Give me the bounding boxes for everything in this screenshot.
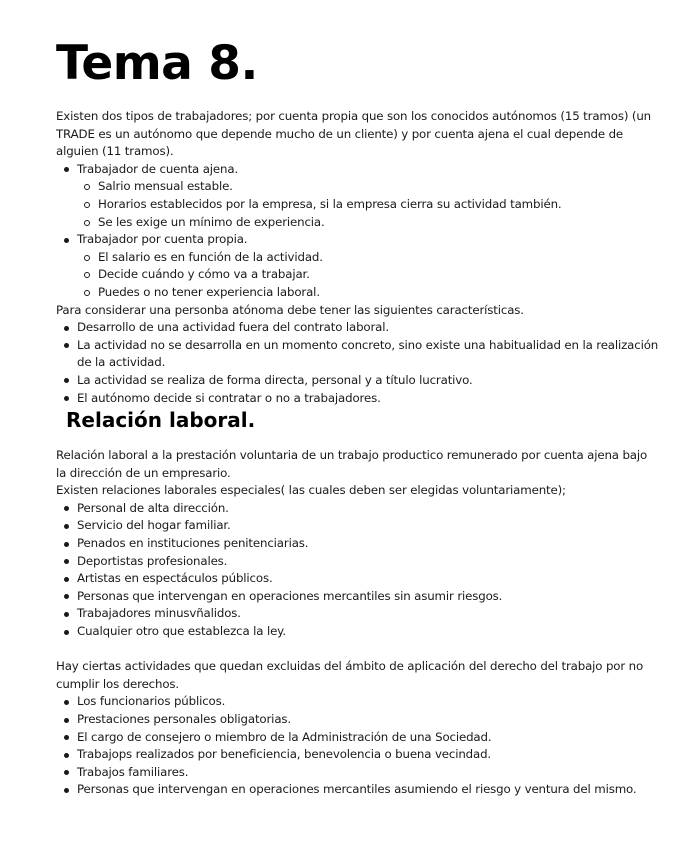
list-item — [56, 161, 660, 231]
list-item: La actividad no se desarrolla en un momento concreto, sino existe una habitualidad en la realización de la actividad. — [56, 337, 660, 372]
definition-paragraph: Relación laboral a la prestación voluntaria de un trabajo productico remunerado por cuenta ajena bajo la dirección de un empresario. — [56, 448, 648, 480]
list-item — [56, 231, 660, 301]
list-item-label: Trabajador de cuenta ajena. — [77, 161, 239, 176]
list-item: Personas que intervengan en operaciones mercantiles sin asumir riesgos. — [56, 588, 660, 606]
list-item: Personal de alta dirección. — [56, 500, 660, 518]
sublist-item: Horarios establecidos por la empresa, si la empresa cierra su actividad también. — [77, 196, 660, 214]
sublist — [77, 249, 660, 302]
page-title: Tema 8. — [56, 36, 258, 91]
list-item: El autónomo decide si contratar o no a trabajadores. — [56, 390, 660, 408]
list-item: Trabajadores minusvñalidos. — [56, 605, 660, 623]
special-relations-list — [56, 500, 660, 641]
list-item: Cualquier otro que establezca la ley. — [56, 623, 660, 641]
list-item: Deportistas profesionales. — [56, 553, 660, 571]
sublist-item: Decide cuándo y cómo va a trabajar. — [77, 266, 660, 284]
list-item: El cargo de consejero o miembro de la Administración de una Sociedad. — [56, 729, 660, 747]
sublist-item: Salrio mensual estable. — [77, 178, 660, 196]
excluded-activities-intro: Hay ciertas actividades que quedan excluidas del ámbito de aplicación del derecho del trabajo por no cumplir los derechos. — [56, 659, 644, 691]
sublist — [77, 178, 660, 231]
list-item: La actividad se realiza de forma directa, personal y a título lucrativo. — [56, 372, 660, 390]
characteristics-list — [56, 319, 660, 407]
characteristics-intro: Para considerar una personba atónoma debe tener las siguientes características. — [56, 302, 524, 317]
sublist-item: Puedes o no tener experiencia laboral. — [77, 284, 660, 302]
list-item: Prestaciones personales obligatorias. — [56, 711, 660, 729]
worker-types-list — [56, 161, 660, 302]
list-item-label: Trabajador por cuenta propia. — [77, 232, 248, 247]
special-relations-intro: Existen relaciones laborales especiales( las cuales deben ser elegidas voluntariamente); — [56, 483, 566, 498]
sublist-item: El salario es en función de la actividad. — [77, 249, 660, 267]
list-item: Desarrollo de una actividad fuera del contrato laboral. — [56, 319, 660, 337]
sublist-item: Se les exige un mínimo de experiencia. — [77, 214, 660, 232]
excluded-activities-list — [56, 693, 660, 799]
list-item: Los funcionarios públicos. — [56, 693, 660, 711]
list-item: Artistas en espectáculos públicos. — [56, 570, 660, 588]
list-item: Penados en instituciones penitenciarias. — [56, 535, 660, 553]
intro-paragraph: Existen dos tipos de trabajadores; por cuenta propia que son los conocidos autónomos (15 tramos) (un TRADE es un autónomo que depende mucho de un cliente) y por cuenta ajena el cual depende de alguien (11 tramos). — [56, 109, 651, 159]
section-heading: Relación laboral. — [66, 408, 256, 433]
list-item: Servicio del hogar familiar. — [56, 517, 660, 535]
list-item: Trabajos familiares. — [56, 764, 660, 782]
list-item: Trabajops realizados por beneficiencia, benevolencia o buena vecindad. — [56, 746, 660, 764]
document-page — [56, 34, 660, 799]
list-item: Personas que intervengan en operaciones mercantiles asumiendo el riesgo y ventura del mismo. — [56, 781, 660, 799]
